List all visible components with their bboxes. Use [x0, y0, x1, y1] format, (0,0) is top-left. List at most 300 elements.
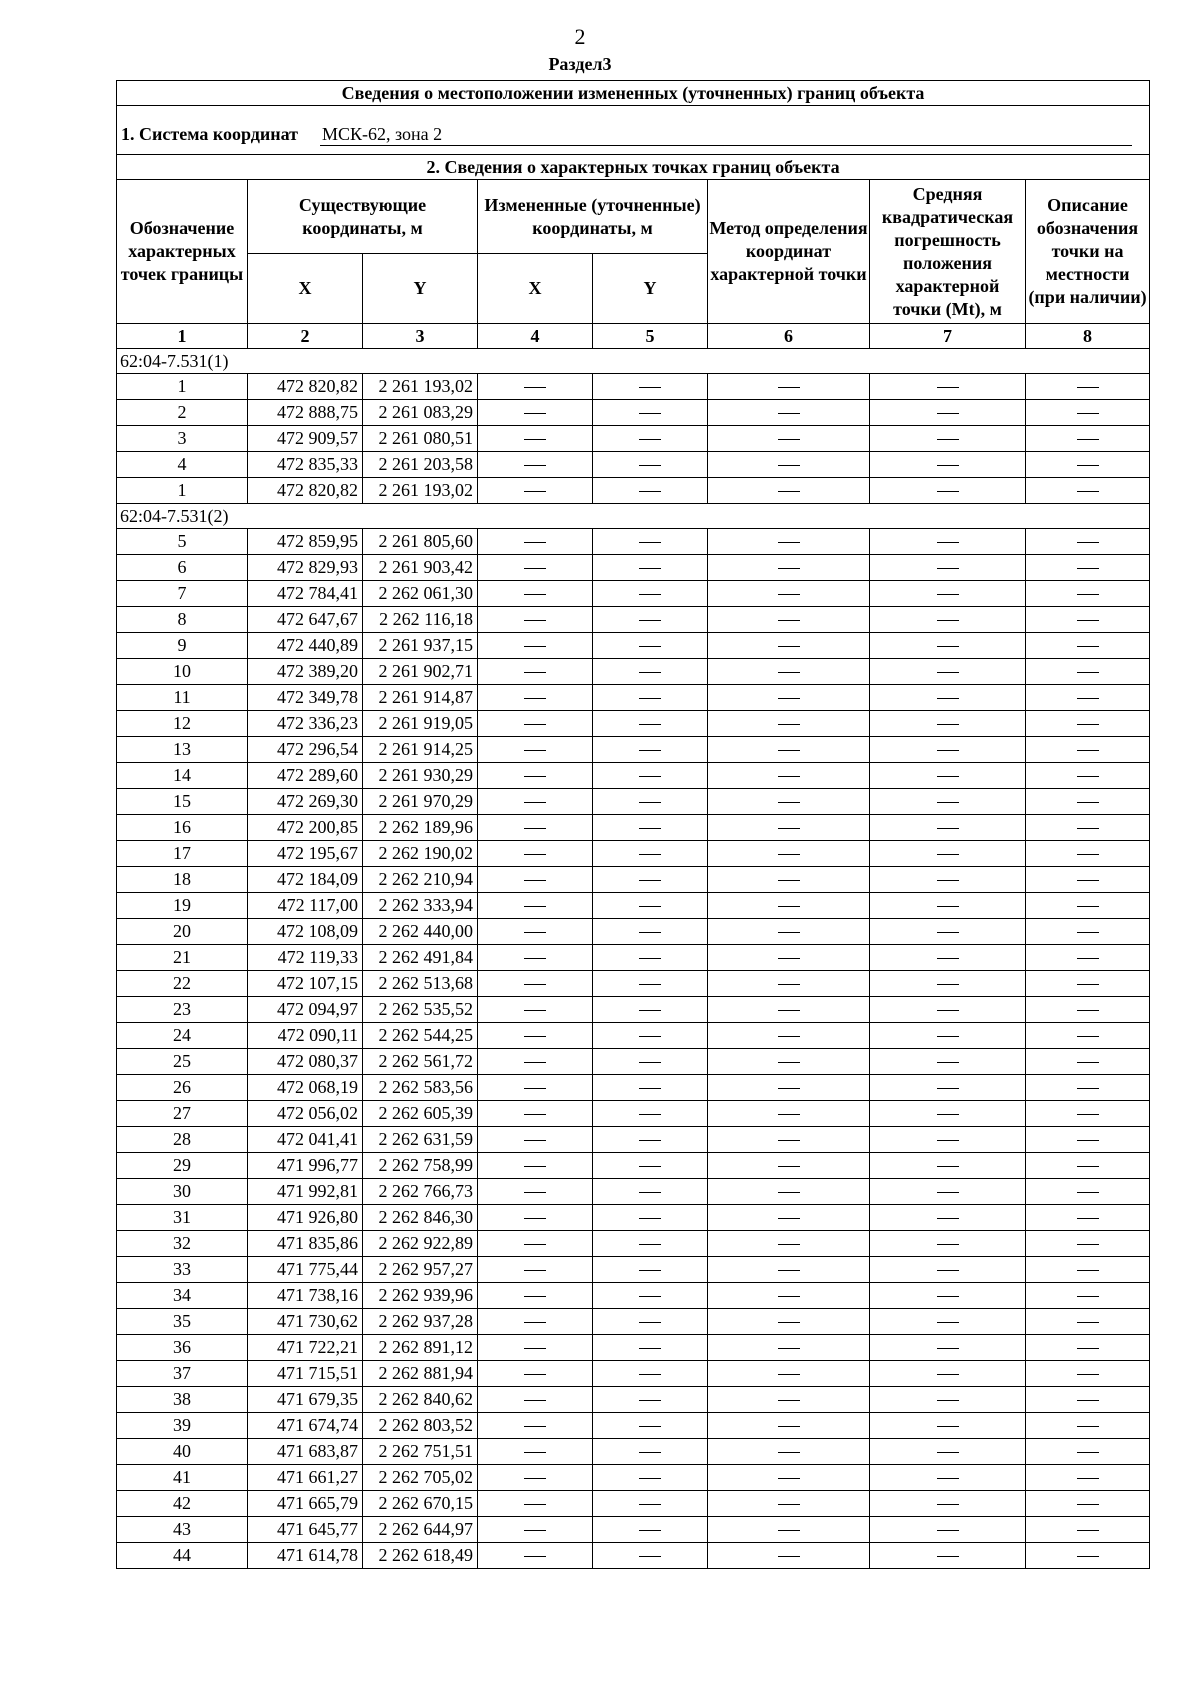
empty-value-cell: [1026, 1127, 1150, 1153]
dash-mark: [778, 984, 800, 985]
dash-mark: [937, 932, 959, 933]
coord-y: 2 262 333,94: [363, 893, 478, 919]
empty-value-cell: [1026, 737, 1150, 763]
table-row: [117, 1283, 1150, 1309]
coord-x: 471 614,78: [248, 1543, 363, 1569]
empty-value-cell: [478, 1075, 593, 1101]
empty-value-cell: [593, 997, 708, 1023]
dash-mark: [524, 387, 546, 388]
point-number: 9: [117, 633, 248, 659]
empty-value-cell: [870, 400, 1026, 426]
point-number: 6: [117, 555, 248, 581]
coord-y: 2 262 670,15: [363, 1491, 478, 1517]
point-number: 10: [117, 659, 248, 685]
empty-value-cell: [1026, 1517, 1150, 1543]
dash-mark: [524, 1452, 546, 1453]
table-row: [117, 1413, 1150, 1439]
dash-mark: [524, 620, 546, 621]
dash-mark: [639, 1504, 661, 1505]
empty-value-cell: [478, 581, 593, 607]
dash-mark: [778, 491, 800, 492]
table-row: [117, 1543, 1150, 1569]
empty-value-cell: [708, 1231, 870, 1257]
dash-mark: [1077, 750, 1099, 751]
coord-x: 472 820,82: [248, 478, 363, 504]
empty-value-cell: [593, 1153, 708, 1179]
empty-value-cell: [1026, 789, 1150, 815]
coord-x: 471 775,44: [248, 1257, 363, 1283]
dash-mark: [1077, 491, 1099, 492]
dash-mark: [524, 1322, 546, 1323]
dash-mark: [778, 750, 800, 751]
empty-value-cell: [478, 607, 593, 633]
empty-value-cell: [870, 555, 1026, 581]
dash-mark: [1077, 439, 1099, 440]
dash-mark: [937, 439, 959, 440]
dash-mark: [1077, 1504, 1099, 1505]
table-row: [117, 659, 1150, 685]
dash-mark: [524, 413, 546, 414]
dash-mark: [524, 828, 546, 829]
parcel-group-label: 62:04-7.531(2): [117, 504, 1150, 529]
coord-x: 472 909,57: [248, 426, 363, 452]
point-number: 23: [117, 997, 248, 1023]
dash-mark: [778, 1556, 800, 1557]
empty-value-cell: [593, 737, 708, 763]
dash-mark: [937, 620, 959, 621]
dash-mark: [778, 672, 800, 673]
dash-mark: [524, 1036, 546, 1037]
dash-mark: [937, 1374, 959, 1375]
empty-value-cell: [1026, 867, 1150, 893]
empty-value-cell: [593, 1049, 708, 1075]
dash-mark: [524, 802, 546, 803]
boundary-points-table: [116, 80, 1150, 1569]
empty-value-cell: [708, 893, 870, 919]
empty-value-cell: [1026, 685, 1150, 711]
dash-mark: [1077, 776, 1099, 777]
coord-y: 2 262 513,68: [363, 971, 478, 997]
dash-mark: [524, 1088, 546, 1089]
empty-value-cell: [478, 789, 593, 815]
empty-value-cell: [593, 607, 708, 633]
empty-value-cell: [870, 737, 1026, 763]
empty-value-cell: [1026, 1491, 1150, 1517]
empty-value-cell: [870, 633, 1026, 659]
coord-x: 472 068,19: [248, 1075, 363, 1101]
dash-mark: [639, 854, 661, 855]
empty-value-cell: [478, 659, 593, 685]
empty-value-cell: [708, 400, 870, 426]
empty-value-cell: [593, 1413, 708, 1439]
dash-mark: [1077, 724, 1099, 725]
dash-mark: [778, 1140, 800, 1141]
empty-value-cell: [593, 1231, 708, 1257]
dash-mark: [778, 724, 800, 725]
dash-mark: [778, 1088, 800, 1089]
empty-value-cell: [1026, 1205, 1150, 1231]
coord-y: 2 262 644,97: [363, 1517, 478, 1543]
dash-mark: [1077, 698, 1099, 699]
dash-mark: [778, 1348, 800, 1349]
dash-mark: [639, 1270, 661, 1271]
dash-mark: [639, 439, 661, 440]
empty-value-cell: [870, 1257, 1026, 1283]
coord-x: 472 336,23: [248, 711, 363, 737]
empty-value-cell: [870, 919, 1026, 945]
table-row: [117, 685, 1150, 711]
empty-value-cell: [708, 1283, 870, 1309]
empty-value-cell: [870, 1465, 1026, 1491]
coord-x: 472 784,41: [248, 581, 363, 607]
coord-y: 2 262 561,72: [363, 1049, 478, 1075]
table-row: [117, 971, 1150, 997]
dash-mark: [639, 413, 661, 414]
empty-value-cell: [593, 763, 708, 789]
empty-value-cell: [870, 529, 1026, 555]
dash-mark: [778, 1218, 800, 1219]
coord-x: 472 090,11: [248, 1023, 363, 1049]
dash-mark: [778, 1478, 800, 1479]
empty-value-cell: [593, 1257, 708, 1283]
coord-y: 2 261 919,05: [363, 711, 478, 737]
dash-mark: [639, 594, 661, 595]
coord-x: 472 107,15: [248, 971, 363, 997]
dash-mark: [1077, 932, 1099, 933]
empty-value-cell: [870, 426, 1026, 452]
dash-mark: [1077, 1062, 1099, 1063]
empty-value-cell: [870, 1413, 1026, 1439]
empty-value-cell: [870, 1439, 1026, 1465]
empty-value-cell: [708, 1335, 870, 1361]
table-row: [117, 581, 1150, 607]
coord-x: 472 349,78: [248, 685, 363, 711]
empty-value-cell: [593, 1101, 708, 1127]
coord-x: 472 094,97: [248, 997, 363, 1023]
empty-value-cell: [1026, 1543, 1150, 1569]
coord-y: 2 262 491,84: [363, 945, 478, 971]
dash-mark: [524, 880, 546, 881]
dash-mark: [778, 1062, 800, 1063]
empty-value-cell: [708, 711, 870, 737]
dash-mark: [524, 932, 546, 933]
table-row: [117, 1257, 1150, 1283]
coord-y: 2 261 193,02: [363, 374, 478, 400]
empty-value-cell: [870, 1153, 1026, 1179]
coord-y: 2 261 080,51: [363, 426, 478, 452]
dash-mark: [937, 1556, 959, 1557]
empty-value-cell: [593, 1387, 708, 1413]
column-number: 7: [870, 324, 1026, 349]
coord-y: 2 262 957,27: [363, 1257, 478, 1283]
empty-value-cell: [593, 945, 708, 971]
dash-mark: [524, 646, 546, 647]
dash-mark: [1077, 958, 1099, 959]
header-existing-y: Y: [363, 254, 478, 324]
empty-value-cell: [478, 1543, 593, 1569]
point-number: 41: [117, 1465, 248, 1491]
dash-mark: [639, 387, 661, 388]
dash-mark: [937, 1010, 959, 1011]
coord-y: 2 262 116,18: [363, 607, 478, 633]
empty-value-cell: [593, 529, 708, 555]
empty-value-cell: [708, 1257, 870, 1283]
empty-value-cell: [593, 1283, 708, 1309]
empty-value-cell: [708, 1387, 870, 1413]
dash-mark: [937, 491, 959, 492]
dash-mark: [937, 568, 959, 569]
dash-mark: [937, 698, 959, 699]
dash-mark: [639, 1426, 661, 1427]
table-row: [117, 1309, 1150, 1335]
table-row: [117, 1205, 1150, 1231]
coord-y: 2 262 922,89: [363, 1231, 478, 1257]
empty-value-cell: [593, 1543, 708, 1569]
table-row: [117, 1023, 1150, 1049]
empty-value-cell: [1026, 815, 1150, 841]
dash-mark: [937, 387, 959, 388]
dash-mark: [937, 1244, 959, 1245]
empty-value-cell: [593, 452, 708, 478]
empty-value-cell: [870, 1075, 1026, 1101]
empty-value-cell: [593, 685, 708, 711]
coord-y: 2 261 203,58: [363, 452, 478, 478]
coord-x: 472 184,09: [248, 867, 363, 893]
dash-mark: [778, 1010, 800, 1011]
empty-value-cell: [1026, 1101, 1150, 1127]
dash-mark: [524, 1426, 546, 1427]
empty-value-cell: [1026, 555, 1150, 581]
point-number: 28: [117, 1127, 248, 1153]
empty-value-cell: [870, 1049, 1026, 1075]
point-number: 19: [117, 893, 248, 919]
empty-value-cell: [593, 919, 708, 945]
table-row: [117, 815, 1150, 841]
dash-mark: [639, 698, 661, 699]
coord-y: 2 261 914,87: [363, 685, 478, 711]
dash-mark: [639, 932, 661, 933]
dash-mark: [639, 724, 661, 725]
empty-value-cell: [870, 1205, 1026, 1231]
empty-value-cell: [593, 867, 708, 893]
empty-value-cell: [1026, 529, 1150, 555]
coord-y: 2 261 930,29: [363, 763, 478, 789]
dash-mark: [524, 1244, 546, 1245]
dash-mark: [937, 413, 959, 414]
dash-mark: [778, 1322, 800, 1323]
empty-value-cell: [593, 633, 708, 659]
header-existing-x: X: [248, 254, 363, 324]
coord-y: 2 262 751,51: [363, 1439, 478, 1465]
dash-mark: [639, 672, 661, 673]
dash-mark: [639, 828, 661, 829]
dash-mark: [937, 1192, 959, 1193]
coord-y: 2 262 583,56: [363, 1075, 478, 1101]
table-row: [117, 400, 1150, 426]
point-number: 22: [117, 971, 248, 997]
dash-mark: [524, 1504, 546, 1505]
dash-mark: [524, 1270, 546, 1271]
dash-mark: [1077, 1244, 1099, 1245]
empty-value-cell: [708, 971, 870, 997]
header-existing-coords: Существующие координаты, м: [248, 180, 478, 254]
empty-value-cell: [708, 452, 870, 478]
point-number: 40: [117, 1439, 248, 1465]
empty-value-cell: [478, 1101, 593, 1127]
empty-value-cell: [478, 867, 593, 893]
empty-value-cell: [1026, 1153, 1150, 1179]
dash-mark: [1077, 1192, 1099, 1193]
empty-value-cell: [593, 1127, 708, 1153]
empty-value-cell: [870, 997, 1026, 1023]
dash-mark: [778, 1530, 800, 1531]
dash-mark: [1077, 1036, 1099, 1037]
table-row: [117, 997, 1150, 1023]
point-number: 13: [117, 737, 248, 763]
dash-mark: [778, 958, 800, 959]
empty-value-cell: [1026, 1231, 1150, 1257]
empty-value-cell: [870, 1179, 1026, 1205]
empty-value-cell: [593, 400, 708, 426]
empty-value-cell: [478, 1205, 593, 1231]
empty-value-cell: [478, 1361, 593, 1387]
coord-x: 471 679,35: [248, 1387, 363, 1413]
dash-mark: [639, 750, 661, 751]
coord-y: 2 262 840,62: [363, 1387, 478, 1413]
point-number: 1: [117, 478, 248, 504]
table-row: [117, 1491, 1150, 1517]
dash-mark: [937, 465, 959, 466]
dash-mark: [937, 802, 959, 803]
empty-value-cell: [870, 478, 1026, 504]
empty-value-cell: [870, 1517, 1026, 1543]
empty-value-cell: [478, 841, 593, 867]
table-row: [117, 919, 1150, 945]
empty-value-cell: [1026, 1413, 1150, 1439]
dash-mark: [937, 1062, 959, 1063]
point-number: 29: [117, 1153, 248, 1179]
dash-mark: [778, 1374, 800, 1375]
dash-mark: [524, 1296, 546, 1297]
dash-mark: [524, 1556, 546, 1557]
table-row: [117, 1153, 1150, 1179]
dash-mark: [778, 1166, 800, 1167]
table-row: [117, 1517, 1150, 1543]
dash-mark: [937, 1296, 959, 1297]
header-changed-x: X: [478, 254, 593, 324]
empty-value-cell: [708, 1153, 870, 1179]
dash-mark: [778, 594, 800, 595]
empty-value-cell: [593, 893, 708, 919]
dash-mark: [524, 958, 546, 959]
point-number: 20: [117, 919, 248, 945]
point-number: 34: [117, 1283, 248, 1309]
dash-mark: [639, 1062, 661, 1063]
empty-value-cell: [593, 478, 708, 504]
table-row: [117, 1387, 1150, 1413]
empty-value-cell: [1026, 763, 1150, 789]
table-row: [117, 1231, 1150, 1257]
coord-x: 472 041,41: [248, 1127, 363, 1153]
point-number: 1: [117, 374, 248, 400]
empty-value-cell: [1026, 1179, 1150, 1205]
table-row: [117, 607, 1150, 633]
empty-value-cell: [1026, 1283, 1150, 1309]
dash-mark: [524, 465, 546, 466]
dash-mark: [524, 594, 546, 595]
dash-mark: [937, 646, 959, 647]
empty-value-cell: [708, 1179, 870, 1205]
dash-mark: [937, 1452, 959, 1453]
empty-value-cell: [708, 815, 870, 841]
dash-mark: [937, 724, 959, 725]
empty-value-cell: [593, 1179, 708, 1205]
dash-mark: [639, 880, 661, 881]
point-number: 12: [117, 711, 248, 737]
empty-value-cell: [708, 1491, 870, 1517]
point-number: 16: [117, 815, 248, 841]
dash-mark: [937, 594, 959, 595]
empty-value-cell: [1026, 452, 1150, 478]
table-row: [117, 633, 1150, 659]
table-row: [117, 529, 1150, 555]
dash-mark: [778, 906, 800, 907]
empty-value-cell: [593, 659, 708, 685]
dash-mark: [639, 984, 661, 985]
empty-value-cell: [708, 581, 870, 607]
table-row: [117, 555, 1150, 581]
coord-y: 2 261 937,15: [363, 633, 478, 659]
empty-value-cell: [478, 893, 593, 919]
point-number: 38: [117, 1387, 248, 1413]
empty-value-cell: [708, 1075, 870, 1101]
column-number: 3: [363, 324, 478, 349]
dash-mark: [639, 568, 661, 569]
empty-value-cell: [870, 1127, 1026, 1153]
dash-mark: [639, 802, 661, 803]
dash-mark: [524, 1478, 546, 1479]
dash-mark: [639, 1036, 661, 1037]
empty-value-cell: [708, 1101, 870, 1127]
empty-value-cell: [478, 815, 593, 841]
empty-value-cell: [870, 607, 1026, 633]
empty-value-cell: [870, 1361, 1026, 1387]
dash-mark: [524, 698, 546, 699]
empty-value-cell: [593, 1205, 708, 1231]
coord-y: 2 261 902,71: [363, 659, 478, 685]
point-number: 4: [117, 452, 248, 478]
header-description: Описание обозначения точки на местности (при наличии): [1026, 180, 1150, 324]
dash-mark: [937, 1218, 959, 1219]
dash-mark: [937, 1478, 959, 1479]
empty-value-cell: [1026, 997, 1150, 1023]
empty-value-cell: [478, 919, 593, 945]
header-accuracy: Средняя квадратическая погрешность положения характерной точки (Mt), м: [870, 180, 1026, 324]
coord-x: 471 996,77: [248, 1153, 363, 1179]
empty-value-cell: [593, 1439, 708, 1465]
dash-mark: [524, 724, 546, 725]
point-number: 2: [117, 400, 248, 426]
empty-value-cell: [593, 581, 708, 607]
coord-y: 2 262 190,02: [363, 841, 478, 867]
coord-x: 472 389,20: [248, 659, 363, 685]
dash-mark: [1077, 1478, 1099, 1479]
empty-value-cell: [708, 1309, 870, 1335]
coord-y: 2 261 914,25: [363, 737, 478, 763]
empty-value-cell: [870, 1387, 1026, 1413]
dash-mark: [524, 906, 546, 907]
dash-mark: [1077, 1114, 1099, 1115]
